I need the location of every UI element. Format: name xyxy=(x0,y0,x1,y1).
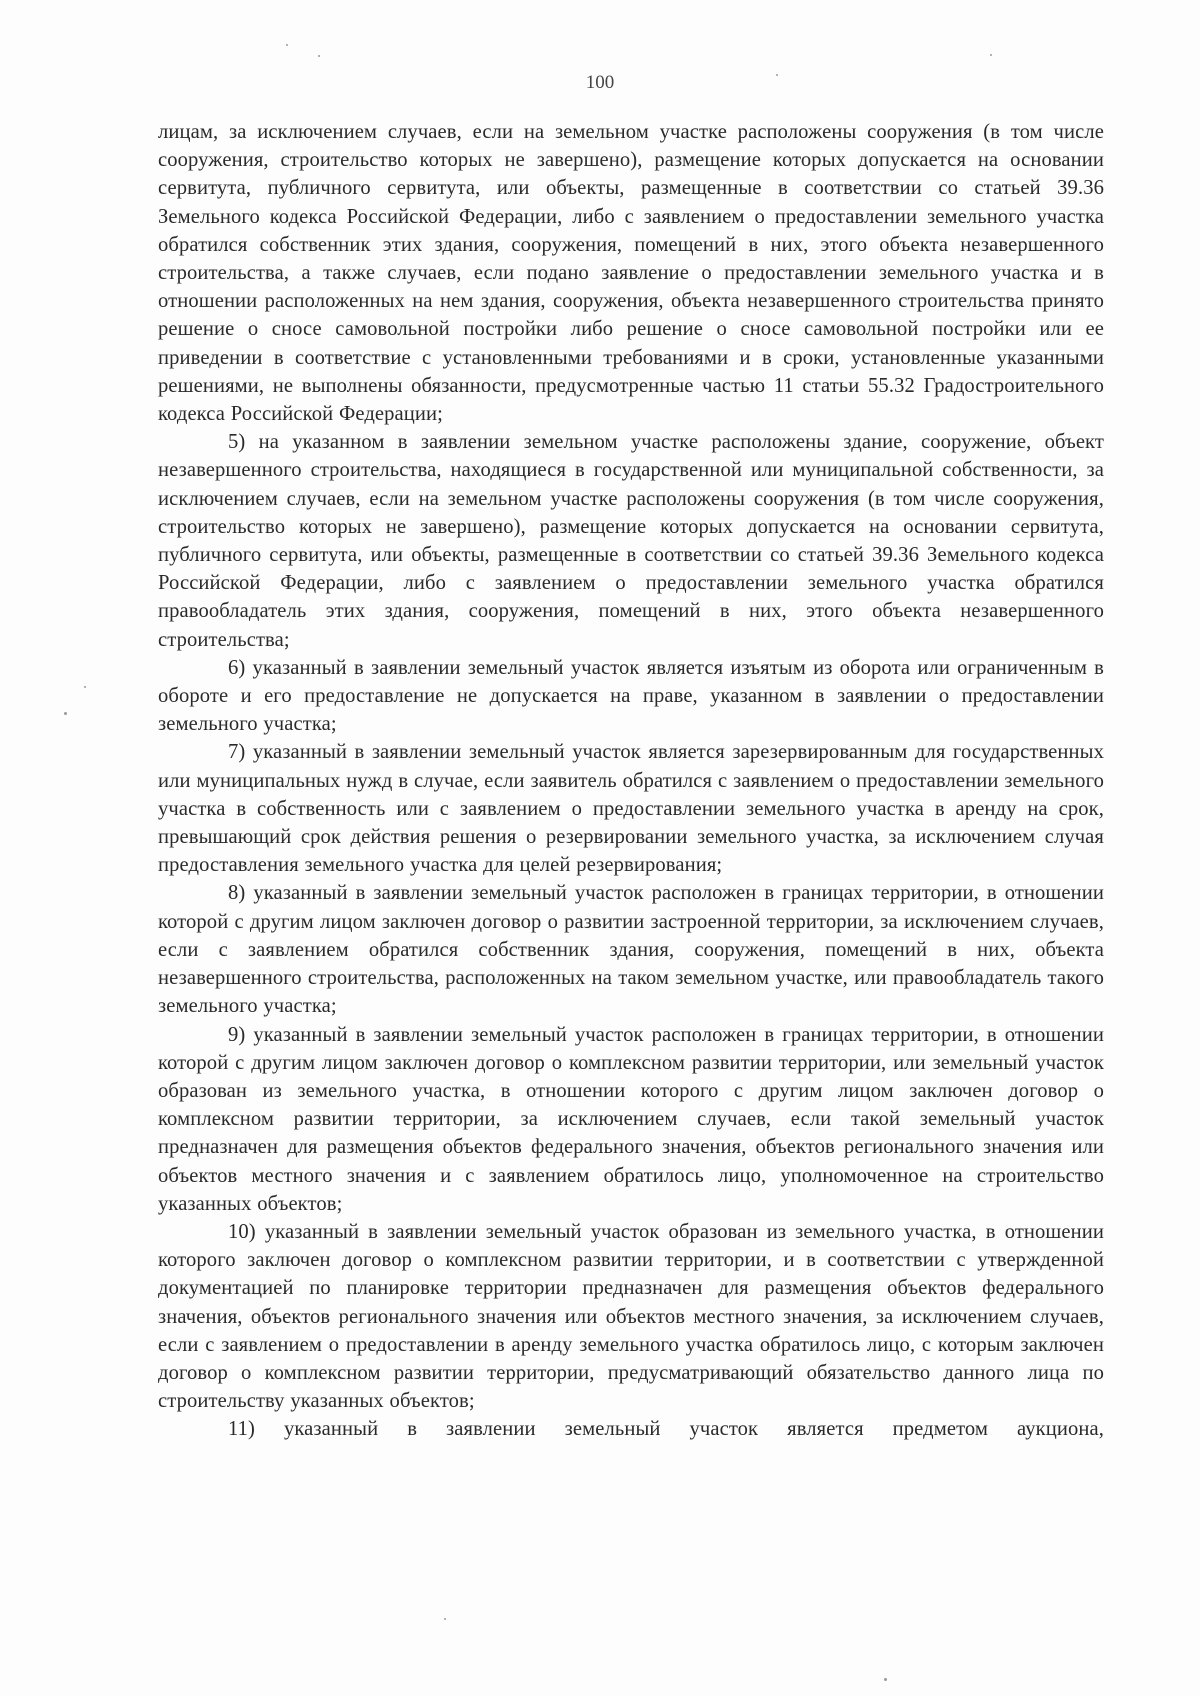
scan-speck xyxy=(286,44,288,46)
list-item-8: 8) указанный в заявлении земельный участок расположен в границах территории, в отношении которой с другим лицом заключен договор о развитии застроенной территории, за исключением случаев, если с заявлением обратился собственник здания, сооружения, помещений в них, объекта незавершенного строительства, расположенных на таком земельном участке, или правообладатель такого земельного участка; xyxy=(158,882,1104,1018)
list-item-9: 9) указанный в заявлении земельный участок расположен в границах территории, в отношении которой с другим лицом заключен договор о комплексном развитии территории, или земельный участок образован из земельного участка, в отношении которого с другим лицом заключен договор о комплексном развитии территории, за исключением случаев, если такой земельный участок предназначен для размещения объектов федерального значения, объектов регионального значения или объектов местного значения и с заявлением обратилось лицо, уполномоченное на строительство указанных объектов; xyxy=(158,1023,1104,1215)
list-item-11: 11) указанный в заявлении земельный участок является предметом аукциона, xyxy=(228,1418,1104,1441)
list-item-7: 7) указанный в заявлении земельный участок является зарезервированным для государственных или муниципальных нужд в случае, если заявитель обратился с заявлением о предоставлении земельного участка в собственность или с заявлением о предоставлении земельного участка в аренду на срок, превышающий срок действия решения о резервировании земельного участка, за исключением случая предоставления земельного участка для целей резервирования; xyxy=(158,741,1104,877)
scan-speck xyxy=(444,1618,446,1620)
scan-speck xyxy=(84,686,86,688)
page-number: 100 xyxy=(585,72,615,93)
list-item-10: 10) указанный в заявлении земельный участок образован из земельного участка, в отношении которого заключен договор о комплексном развитии территории, и в соответствии с утвержденной документацией по планировке территории предназначен для размещения объектов федерального значения, объектов регионального значения или объектов местного значения, за исключением случаев, если с заявлением о предоставлении в аренду земельного участка обратилось лицо, с которым заключен договор о комплексном развитии территории, предусматривающий обязательство данного лица по строительству указанных объектов; xyxy=(158,1220,1104,1413)
scan-speck xyxy=(64,712,67,715)
scan-speck xyxy=(884,1678,887,1681)
paragraph-continuation: лицам, за исключением случаев, если на земельном участке расположены сооружения (в том числе сооружения, строительство которых не завершено), размещение которых допускается на основании сервитута, публичного сервитута, или объекты, размещенные в соответствии со статьей 39.36 Земельного кодекса Российской Федерации, либо с заявлением о предоставлении земельного участка обратился собственник этих здания, сооружения, помещений в них, этого объекта незавершенного строительства, а также случаев, если подано заявление о предоставлении земельного участка и в отношении расположенных на нем здания, сооружения, объекта незавершенного строительства принято решение о сносе самовольной постройки либо решение о сносе самовольной постройки или ее приведении в соответствие с установленными требованиями и в сроки, установленные указанными решениями, не выполнены обязанности, предусмотренные частью 11 статьи 55.32 Градостроительного кодекса Российской Федерации; xyxy=(158,121,1104,426)
scan-speck xyxy=(318,55,320,57)
list-item-5: 5) на указанном в заявлении земельном участке расположены здание, сооружение, объект незавершенного строительства, находящиеся в государственной или муниципальной собственности, за исключением случаев, если на земельном участке расположены сооружения (в том числе сооружения, строительство которых не завершено), размещение которых допускается на основании сервитута, публичного сервитута, или объекты, размещенные в соответствии со статьей 39.36 Земельного кодекса Российской Федерации, либо с заявлением о предоставлении земельного участка обратился правообладатель этих здания, сооружения, помещений в них, этого объекта незавершенного строительства; xyxy=(158,431,1104,651)
document-body xyxy=(158,118,1104,1444)
scan-speck xyxy=(990,54,992,56)
list-item-6: 6) указанный в заявлении земельный участок является изъятым из оборота или ограниченным в обороте и его предоставление не допускается на праве, указанном в заявлении о предоставлении земельного участка; xyxy=(158,656,1104,736)
